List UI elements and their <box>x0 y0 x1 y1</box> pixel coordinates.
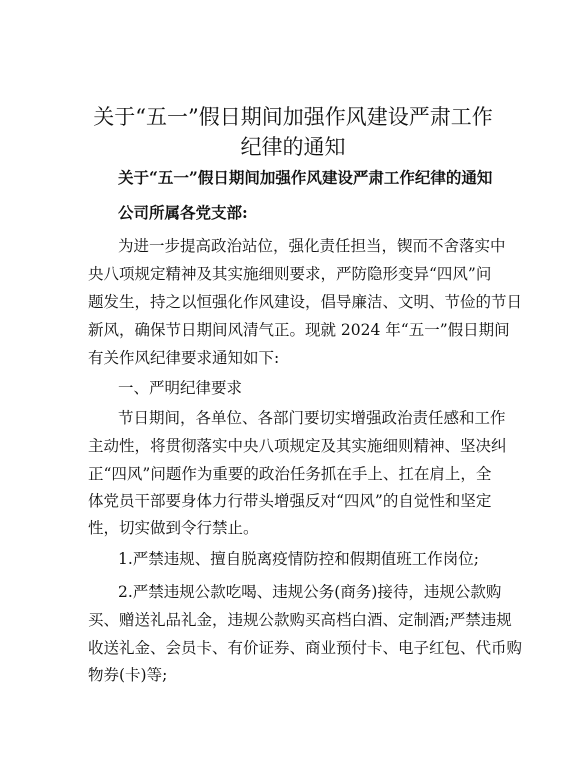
item2-line-4: 物券(卡)等; <box>88 666 168 684</box>
item2-line-2: 买、赠送礼品礼金，违规公款购买高档白酒、定制酒;严禁违规 <box>88 611 512 629</box>
para1-line-1: 为进一步提高政治站位，强化责任担当，锲而不舍落实中 <box>118 237 506 255</box>
title-line-2: 纪律的通知 <box>240 135 346 159</box>
item2-line-3: 收送礼金、会员卡、有价证券、商业预付卡、电子红包、代币购 <box>88 639 523 657</box>
para1-line-4: 新风，确保节日期间风清气正。现就 2024 年“五一”假日期间 <box>88 321 510 339</box>
document-title <box>60 102 526 162</box>
para2-line-1: 节日期间，各单位、各部门要切实增强政治责任感和工作 <box>118 409 506 427</box>
para2-line-3: 正“四风”问题作为重要的政治任务抓在手上、扛在肩上，全 <box>88 465 492 483</box>
notice-subtitle: 关于“五一”假日期间加强作风建设严肃工作纪律的通知 <box>118 168 493 187</box>
para1-line-3: 题发生，持之以恒强化作风建设，倡导廉洁、文明、节俭的节日 <box>88 293 523 311</box>
salutation: 公司所属各党支部: <box>118 203 248 222</box>
para2-line-5: 性，切实做到令行禁止。 <box>88 519 259 537</box>
section-1-heading: 一、严明纪律要求 <box>118 379 243 397</box>
item-1: 1.严禁违规、擅自脱离疫情防控和假期值班工作岗位; <box>118 550 480 568</box>
para1-line-5: 有关作风纪律要求通知如下: <box>88 349 280 367</box>
para2-line-2: 主动性，将贯彻落实中央八项规定及其实施细则精神、坚决纠 <box>88 437 507 455</box>
title-line-1: 关于“五一”假日期间加强作风建设严肃工作 <box>93 105 493 129</box>
para2-line-4: 体党员干部要身体力行带头增强反对“四风”的自觉性和坚定 <box>88 492 492 510</box>
para1-line-2: 央八项规定精神及其实施细则要求，严防隐形变异“四风”问 <box>88 265 492 283</box>
item2-line-1: 2.严禁违规公款吃喝、违规公务(商务)接待，违规公款购 <box>118 583 502 601</box>
